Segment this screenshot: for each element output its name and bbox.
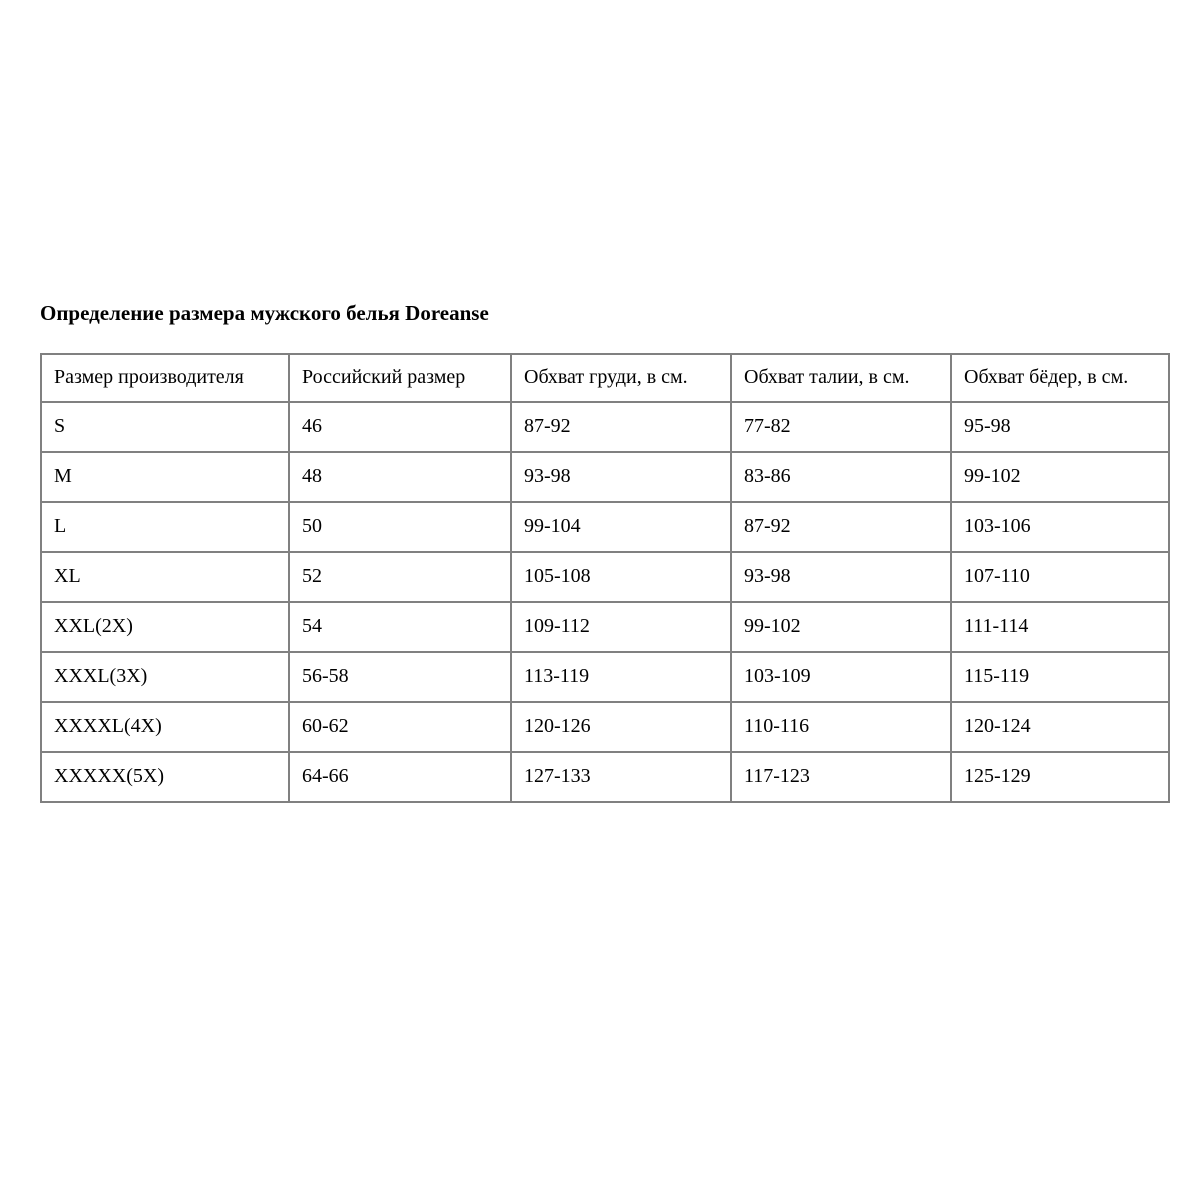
- table-cell: 113-119: [511, 652, 731, 702]
- table-cell: 109-112: [511, 602, 731, 652]
- table-cell: XL: [41, 552, 289, 602]
- table-cell: 105-108: [511, 552, 731, 602]
- table-cell: 103-109: [731, 652, 951, 702]
- table-cell: 48: [289, 452, 511, 502]
- table-cell: 52: [289, 552, 511, 602]
- table-cell: 56-58: [289, 652, 511, 702]
- table-cell: 93-98: [511, 452, 731, 502]
- table-row: [41, 402, 1169, 452]
- table-cell: 103-106: [951, 502, 1169, 552]
- table-cell: 64-66: [289, 752, 511, 802]
- table-cell: 54: [289, 602, 511, 652]
- table-header-row: [41, 354, 1169, 402]
- table-cell: 127-133: [511, 752, 731, 802]
- header-cell: Российский размер: [289, 354, 511, 402]
- table-cell: S: [41, 402, 289, 452]
- table-cell: 111-114: [951, 602, 1169, 652]
- table-cell: 46: [289, 402, 511, 452]
- table-cell: 120-124: [951, 702, 1169, 752]
- table-cell: 77-82: [731, 402, 951, 452]
- table-row: [41, 702, 1169, 752]
- table-cell: M: [41, 452, 289, 502]
- table-row: [41, 552, 1169, 602]
- table-cell: 87-92: [511, 402, 731, 452]
- table-cell: 99-104: [511, 502, 731, 552]
- table-row: [41, 752, 1169, 802]
- table-cell: 50: [289, 502, 511, 552]
- header-cell: Размер производителя: [41, 354, 289, 402]
- table-cell: XXXXL(4X): [41, 702, 289, 752]
- table-row: [41, 602, 1169, 652]
- table-row: [41, 502, 1169, 552]
- table-cell: 99-102: [951, 452, 1169, 502]
- table-cell: 93-98: [731, 552, 951, 602]
- table-cell: XXXXX(5X): [41, 752, 289, 802]
- table-cell: 95-98: [951, 402, 1169, 452]
- table-cell: XXXL(3X): [41, 652, 289, 702]
- header-cell: Обхват талии, в см.: [731, 354, 951, 402]
- table-row: [41, 452, 1169, 502]
- table-cell: 120-126: [511, 702, 731, 752]
- table-cell: XXL(2X): [41, 602, 289, 652]
- table-cell: 125-129: [951, 752, 1169, 802]
- header-cell: Обхват груди, в см.: [511, 354, 731, 402]
- table-cell: 83-86: [731, 452, 951, 502]
- table-cell: 110-116: [731, 702, 951, 752]
- table-row: [41, 652, 1169, 702]
- table-cell: 99-102: [731, 602, 951, 652]
- table-cell: 107-110: [951, 552, 1169, 602]
- table-cell: 87-92: [731, 502, 951, 552]
- table-cell: 60-62: [289, 702, 511, 752]
- table-cell: L: [41, 502, 289, 552]
- header-cell: Обхват бёдер, в см.: [951, 354, 1169, 402]
- page-title: Определение размера мужского белья Doreanse: [40, 301, 489, 325]
- table-cell: 115-119: [951, 652, 1169, 702]
- size-table: [40, 353, 1170, 803]
- table-cell: 117-123: [731, 752, 951, 802]
